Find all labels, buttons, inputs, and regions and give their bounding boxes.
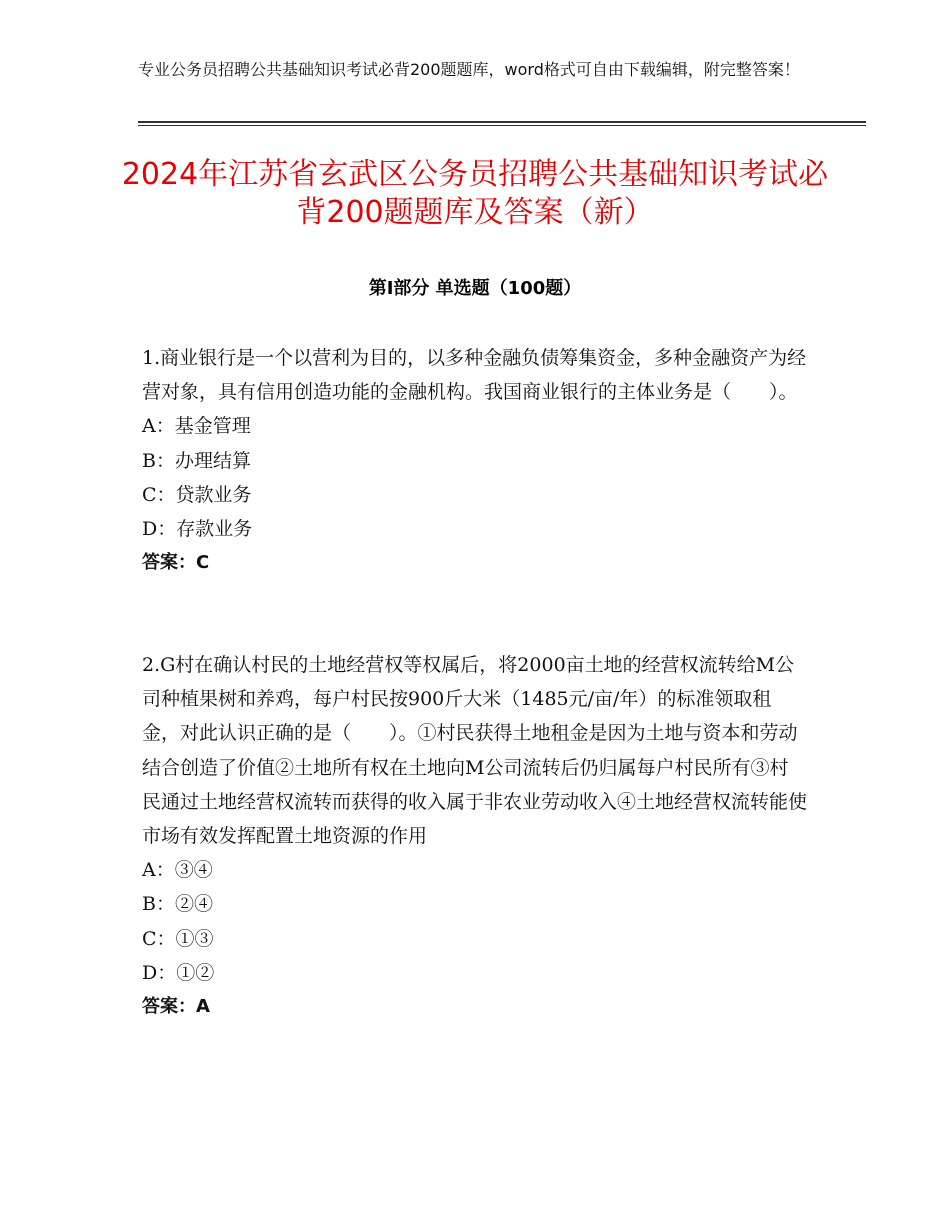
- answer-label: 答案：A: [142, 996, 210, 1018]
- header-divider: [138, 121, 866, 123]
- question-block: [142, 341, 807, 580]
- question-block: [142, 648, 807, 1024]
- option-c: C：贷款业务: [142, 483, 252, 506]
- header-note: 专业公务员招聘公共基础知识考试必背200题题库，word格式可自由下载编辑，附完整答案！: [138, 60, 800, 79]
- option-d: D：存款业务: [142, 518, 253, 541]
- question-text: 2.G村在确认村民的土地经营权等权属后，将2000亩土地的经营权流转给M公司种植果树和养鸡，每户村民按900斤大米（1485元/亩/年）的标准领取租金，对此认识正确的是（ ）。①村民获得土地租金是因为土地与资本和劳动结合创造了价值②土地所有权在土地向M公司流转后仍归属每户村民所有③村民通过土地经营权流转而获得的收入属于非农业劳动收入④土地经营权流转能使市场有效发挥配置土地资源的作用: [142, 654, 808, 848]
- option-a: A：③④: [142, 859, 213, 882]
- header-divider-thin: [138, 125, 866, 126]
- document-title: 2024年江苏省玄武区公务员招聘公共基础知识考试必背200题题库及答案（新）: [121, 157, 829, 230]
- option-b: B：②④: [142, 893, 213, 916]
- question-text: 1.商业银行是一个以营利为目的，以多种金融负债筹集资金，多种金融资产为经营对象，具有信用创造功能的金融机构。我国商业银行的主体业务是（ ）。: [142, 347, 807, 404]
- option-c: C：①③: [142, 927, 214, 950]
- section-heading: 第Ⅰ部分 单选题（100题）: [368, 278, 582, 299]
- option-d: D：①②: [142, 961, 215, 984]
- option-b: B：办理结算: [142, 449, 251, 472]
- option-a: A：基金管理: [142, 415, 251, 438]
- answer-label: 答案：C: [142, 552, 210, 574]
